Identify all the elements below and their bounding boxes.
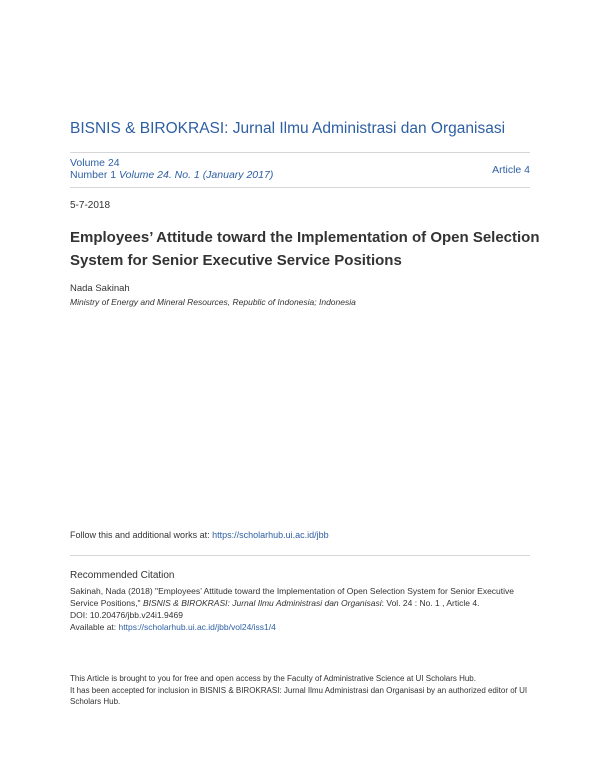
follow-works — [70, 530, 329, 540]
article-title[interactable]: Employees’ Attitude toward the Implementation of Open Selection System for Senior Executive Service Positions — [70, 229, 540, 269]
issue-line — [70, 169, 273, 181]
follow-text: Follow this and additional works at: — [70, 530, 213, 540]
citation-doi: DOI: 10.20476/jbb.v24i1.9469 — [70, 610, 183, 620]
citation-text: Sakinah, Nada (2018) "Employees’ Attitude toward the Implementation of Open Selection System for Senior Executive Service Positions," — [70, 586, 514, 608]
number-link[interactable]: Number 1 — [70, 169, 117, 181]
recommended-citation-heading: Recommended Citation — [70, 570, 175, 581]
journal-title[interactable]: BISNIS & BIROKRASI: Jurnal Ilmu Administrasi dan Organisasi — [70, 120, 506, 137]
author-affiliation: Ministry of Energy and Mineral Resources, Republic of Indonesia; Indonesia — [70, 297, 356, 307]
access-notice-line2: It has been accepted for inclusion in BISNIS & BIROKRASI: Jurnal Ilmu Administrasi dan Organisasi by an authorized editor of UI Scholars Hub. — [70, 685, 528, 706]
citation-journal: BISNIS & BIROKRASI: Jurnal Ilmu Administrasi dan Organisasi — [142, 598, 382, 608]
publication-date: 5-7-2018 — [70, 200, 111, 211]
follow-link[interactable]: https://scholarhub.ui.ac.id/jbb — [212, 530, 329, 540]
volume-info — [70, 157, 273, 181]
access-notice — [70, 673, 530, 708]
issue-link[interactable]: Volume 24. No. 1 (January 2017) — [119, 169, 274, 181]
volume-link[interactable]: Volume 24 — [70, 157, 120, 169]
divider-citation — [70, 555, 530, 556]
available-label: Available at: — [70, 622, 119, 632]
article-number[interactable]: Article 4 — [492, 164, 530, 176]
citation-block — [70, 585, 530, 633]
divider-top — [70, 152, 530, 153]
divider-bottom — [70, 187, 530, 188]
author-name[interactable]: Nada Sakinah — [70, 283, 130, 294]
available-link[interactable]: https://scholarhub.ui.ac.id/jbb/vol24/iss1/4 — [118, 622, 276, 632]
access-notice-line1: This Article is brought to you for free and open access by the Faculty of Administrative Science at UI Scholars Hub. — [70, 674, 476, 683]
citation-volume: : Vol. 24 : No. 1 , Article 4. — [381, 598, 480, 608]
